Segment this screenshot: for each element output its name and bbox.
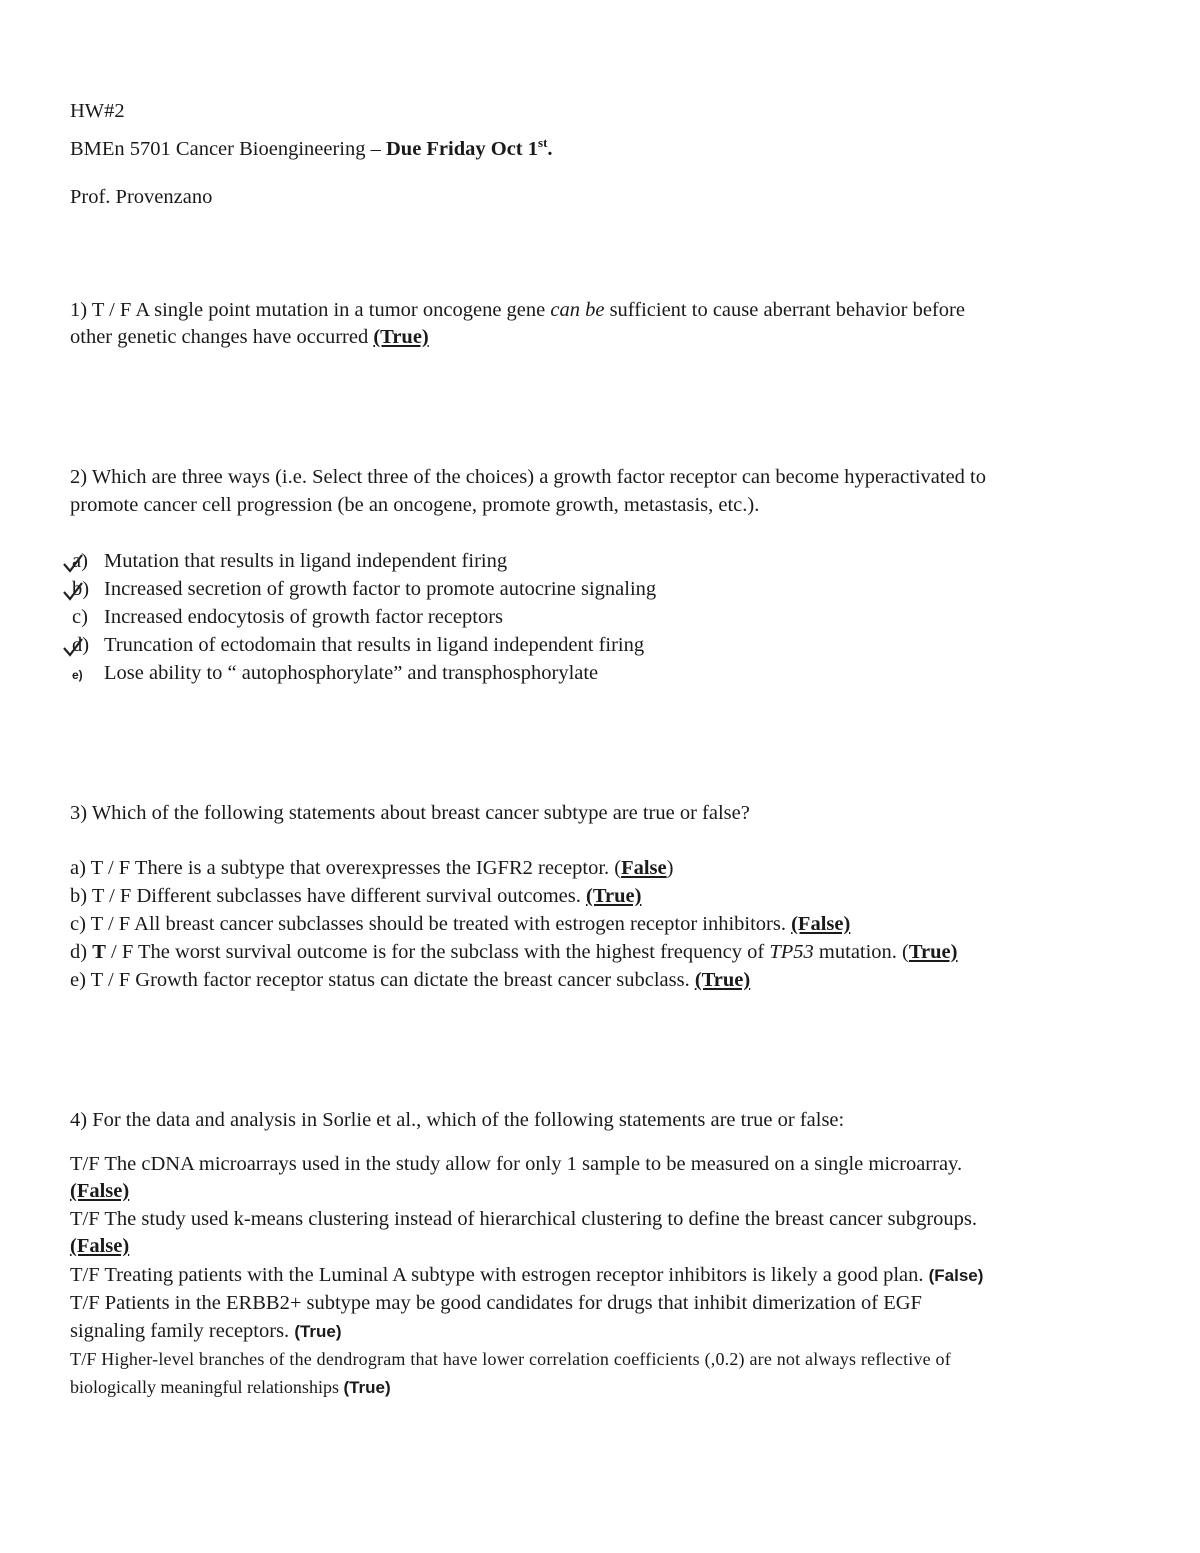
q4-answer-5: (True) bbox=[343, 1378, 391, 1397]
checkmark-icon bbox=[62, 580, 84, 602]
q4-answer-3: (False) bbox=[928, 1266, 984, 1285]
q3-answer-e: (True) bbox=[694, 969, 751, 991]
q2-prompt-line2: promote cancer cell progression (be an oncogene, promote growth, metastasis, etc.). bbox=[70, 494, 760, 516]
due-date: Due Friday Oct 1st. bbox=[385, 135, 553, 160]
q4-statement-4b: signaling family receptors. (True) bbox=[70, 1320, 342, 1342]
q2-prompt-line1: 2) Which are three ways (i.e. Select three of the choices) a growth factor receptor can become hyperactivated to bbox=[70, 466, 986, 488]
q1-emphasis: can be bbox=[550, 299, 605, 321]
q3-item-b: b) T / F Different subclasses have different survival outcomes. (True) bbox=[70, 885, 642, 907]
q3-item-e: e) T / F Growth factor receptor status can dictate the breast cancer subclass. (True) bbox=[70, 969, 751, 991]
q4-answer-1: (False) bbox=[70, 1180, 130, 1202]
q3-answer-c: (False) bbox=[791, 913, 851, 935]
q3-answer-d: True) bbox=[908, 941, 958, 963]
q2-option-a: a) Mutation that results in ligand independent firing bbox=[62, 548, 507, 575]
professor: Prof. Provenzano bbox=[70, 186, 213, 208]
course-title: BMEn 5701 Cancer Bioengineering – bbox=[70, 137, 386, 160]
q2-option-c: c) Increased endocytosis of growth factor receptors bbox=[72, 606, 504, 628]
q1-line1: 1) T / F A single point mutation in a tumor oncogene gene can be sufficient to cause aberrant behavior before bbox=[70, 299, 965, 321]
q4-statement-3: T/F Treating patients with the Luminal A subtype with estrogen receptor inhibitors is likely a good plan. (False) bbox=[70, 1264, 984, 1286]
q3-answer-b: (True) bbox=[586, 885, 642, 907]
q4-statement-5b: biologically meaningful relationships (True) bbox=[70, 1377, 391, 1397]
q4-answer-2: (False) bbox=[70, 1235, 130, 1257]
q3-item-c: c) T / F All breast cancer subclasses should be treated with estrogen receptor inhibitors. (False) bbox=[70, 913, 851, 935]
q4-answer-4: (True) bbox=[294, 1322, 342, 1341]
checkmark-icon bbox=[62, 552, 84, 574]
q2-option-b: b) Increased secretion of growth factor to promote autocrine signaling bbox=[62, 576, 656, 603]
q1-answer: (True) bbox=[373, 326, 429, 348]
q3-answer-a: False bbox=[621, 857, 667, 879]
q2-option-d: d) Truncation of ectodomain that results in ligand independent firing bbox=[62, 632, 644, 659]
q3-item-d: d) T / F The worst survival outcome is for the subclass with the highest frequency of TP53 mutation. (True) bbox=[70, 941, 958, 963]
q3-prompt: 3) Which of the following statements about breast cancer subtype are true or false? bbox=[70, 802, 750, 824]
course-line bbox=[70, 129, 553, 163]
q4-statement-5: T/F Higher-level branches of the dendrogram that have lower correlation coefficients (,0.2) are not always reflective of bbox=[70, 1349, 951, 1369]
q4-statement-2: T/F The study used k-means clustering instead of hierarchical clustering to define the breast cancer subgroups. bbox=[70, 1208, 978, 1230]
checkmark-icon bbox=[62, 636, 84, 658]
q4-prompt: 4) For the data and analysis in Sorlie et al., which of the following statements are true or false: bbox=[70, 1109, 845, 1131]
q4-statement-4: T/F Patients in the ERBB2+ subtype may be good candidates for drugs that inhibit dimerization of EGF bbox=[70, 1292, 922, 1314]
q4-statement-1: T/F The cDNA microarrays used in the study allow for only 1 sample to be measured on a single microarray. bbox=[70, 1153, 963, 1175]
q1-line2: other genetic changes have occurred (True) bbox=[70, 326, 429, 348]
hw-number: HW#2 bbox=[70, 100, 125, 122]
q3-item-a: a) T / F There is a subtype that overexpresses the IGFR2 receptor. (False) bbox=[70, 857, 674, 879]
q2-option-e: e) Lose ability to “ autophosphorylate” and transphosphorylate bbox=[72, 662, 599, 684]
